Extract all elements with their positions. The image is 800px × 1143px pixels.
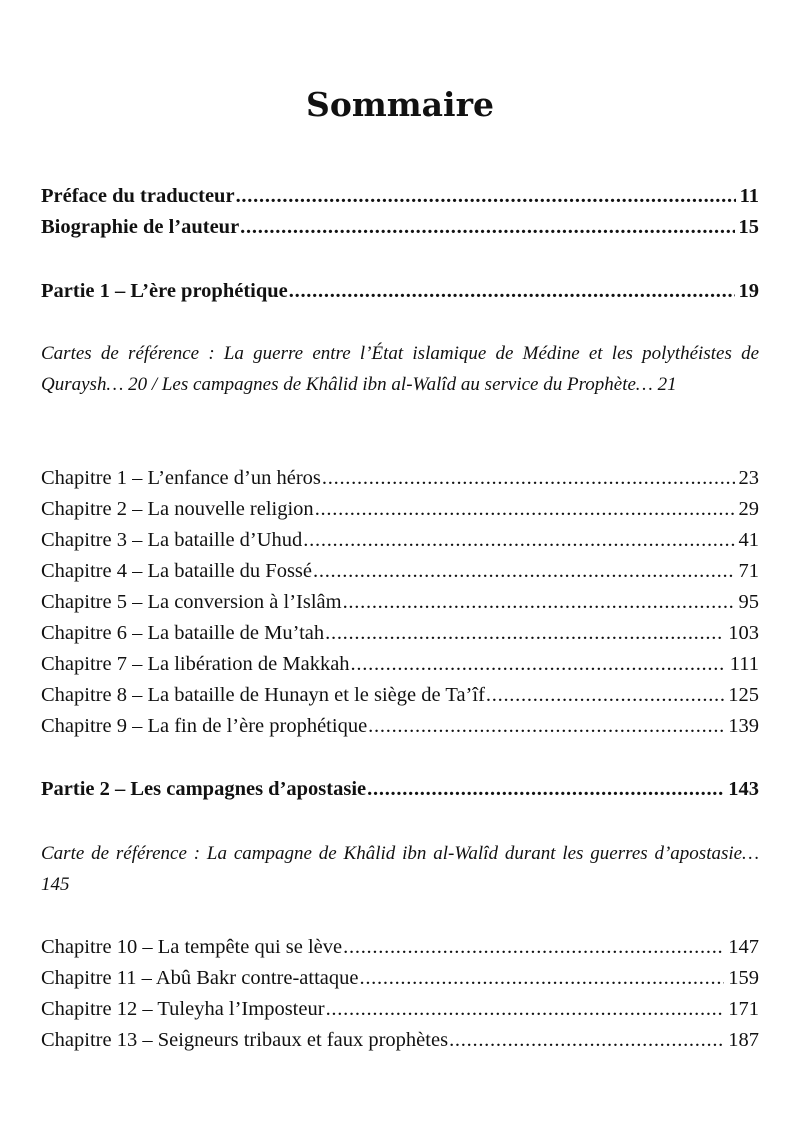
dot-leader	[303, 525, 734, 556]
toc-entry-page: 103	[728, 622, 759, 644]
toc-entry-page: 19	[738, 280, 759, 302]
dot-leader	[322, 463, 735, 494]
toc-entry-page: 147	[728, 936, 759, 958]
toc-entry-partie-2[interactable]	[41, 774, 759, 805]
dot-leader	[359, 963, 724, 994]
toc-entry-chapitre-5[interactable]	[41, 587, 759, 618]
toc-entry-page: 95	[738, 591, 759, 613]
toc-entry-label: Chapitre 9 – La fin de l’ère prophétique	[41, 715, 368, 737]
toc-entry-label: Chapitre 3 – La bataille d’Uhud	[41, 529, 303, 551]
toc-entry-label: Chapitre 1 – L’enfance d’un héros	[41, 467, 321, 489]
toc-entry-chapitre-2[interactable]	[41, 494, 759, 525]
toc-entry-chapitre-4[interactable]	[41, 556, 759, 587]
dot-leader	[343, 587, 735, 618]
dot-leader	[343, 932, 724, 963]
page-title: Sommaire	[306, 85, 494, 124]
toc-entry-label: Chapitre 13 – Seigneurs tribaux et faux prophètes	[41, 1029, 449, 1051]
toc-entry-page: 125	[728, 684, 759, 706]
cartes-reference-partie-1: Cartes de référence : La guerre entre l’État islamique de Médine et les polythéistes de Quraysh… 20 / Les campagnes de Khâlid ibn al-Walîd au service du Prophète… 21	[41, 343, 759, 395]
toc-entry-chapitre-3[interactable]	[41, 525, 759, 556]
dot-leader	[236, 181, 736, 212]
toc-entry-chapitre-12[interactable]	[41, 994, 759, 1025]
carte-reference-partie-2: Carte de référence : La campagne de Khâlid ibn al-Walîd durant les guerres d’apostasie… 145	[41, 843, 759, 895]
dot-leader	[315, 494, 735, 525]
toc-entry-label: Préface du traducteur	[41, 185, 235, 207]
dot-leader	[289, 276, 735, 307]
toc-entry-page: 29	[738, 498, 759, 520]
toc-entry-chapitre-1[interactable]	[41, 463, 759, 494]
toc-entry-label: Chapitre 11 – Abû Bakr contre-attaque	[41, 967, 359, 989]
dot-leader	[325, 618, 724, 649]
toc-entry-partie-1[interactable]	[41, 276, 759, 307]
toc-entry-page: 15	[738, 216, 759, 238]
toc-entry-chapitre-6[interactable]	[41, 618, 759, 649]
dot-leader	[351, 649, 726, 680]
toc-entry-page: 143	[728, 778, 759, 800]
toc-entry-label: Chapitre 10 – La tempête qui se lève	[41, 936, 343, 958]
toc-entry-page: 23	[738, 467, 759, 489]
dot-leader	[367, 774, 724, 805]
toc-entry-label: Chapitre 2 – La nouvelle religion	[41, 498, 314, 520]
toc-entry-preface[interactable]	[41, 181, 759, 212]
toc-entry-label: Chapitre 6 – La bataille de Mu’tah	[41, 622, 325, 644]
dot-leader	[486, 680, 724, 711]
toc-entry-label: Chapitre 4 – La bataille du Fossé	[41, 560, 312, 582]
dot-leader	[449, 1025, 724, 1056]
toc-entry-chapitre-10[interactable]	[41, 932, 759, 963]
toc-entry-page: 11	[739, 185, 759, 207]
dot-leader	[326, 994, 725, 1025]
toc-entry-chapitre-11[interactable]	[41, 963, 759, 994]
toc-entry-page: 139	[728, 715, 759, 737]
toc-entry-page: 71	[738, 560, 759, 582]
toc-entry-page: 171	[728, 998, 759, 1020]
toc-entry-chapitre-7[interactable]	[41, 649, 759, 680]
toc-entry-label: Chapitre 5 – La conversion à l’Islâm	[41, 591, 342, 613]
toc-entry-chapitre-8[interactable]	[41, 680, 759, 711]
toc-entry-label: Chapitre 8 – La bataille de Hunayn et le siège de Ta’îf	[41, 684, 485, 706]
dot-leader	[240, 212, 734, 243]
toc-entry-biographie[interactable]	[41, 212, 759, 243]
toc-entry-page: 111	[729, 653, 759, 675]
toc-entry-label: Biographie de l’auteur	[41, 216, 240, 238]
toc-entry-chapitre-13[interactable]	[41, 1025, 759, 1056]
toc-entry-chapitre-9[interactable]	[41, 711, 759, 742]
toc-entry-page: 159	[728, 967, 759, 989]
toc-entry-page: 41	[738, 529, 759, 551]
toc-entry-label: Partie 1 – L’ère prophétique	[41, 280, 288, 302]
dot-leader	[368, 711, 724, 742]
toc-entry-label: Chapitre 7 – La libération de Makkah	[41, 653, 350, 675]
dot-leader	[313, 556, 735, 587]
toc-entry-label: Partie 2 – Les campagnes d’apostasie	[41, 778, 367, 800]
toc-entry-label: Chapitre 12 – Tuleyha l’Imposteur	[41, 998, 325, 1020]
toc-entry-page: 187	[728, 1029, 759, 1051]
